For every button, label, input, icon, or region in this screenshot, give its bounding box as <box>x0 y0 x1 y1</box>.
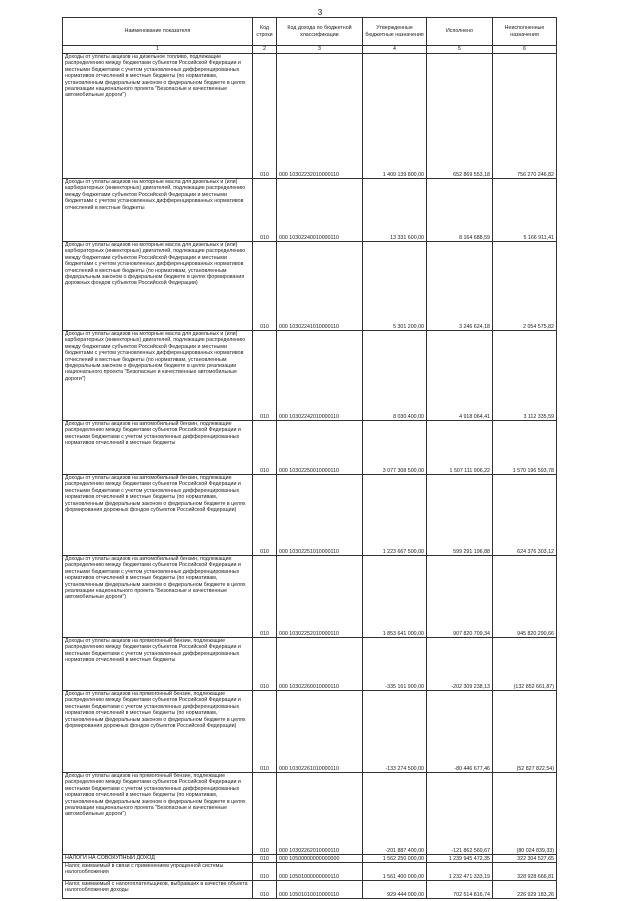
executed-amount: -80 446 677,46 <box>427 691 493 773</box>
header-income-code: Код дохода по бюджетной классификации <box>277 18 363 46</box>
income-code: 000 10302261010000110 <box>277 691 363 773</box>
row-code: 010 <box>253 691 277 773</box>
approved-amount: -335 161 900,00 <box>363 638 427 691</box>
table-row <box>63 773 557 855</box>
table-row <box>63 863 557 881</box>
row-code: 010 <box>253 855 277 863</box>
income-code: 000 10302260010000110 <box>277 638 363 691</box>
income-code: 000 10500000000000000 <box>277 855 363 863</box>
row-name: Налог, взимаемый в связи с применением упрощенной системы налогообложения <box>63 863 253 881</box>
approved-amount: 3 077 308 500,00 <box>363 421 427 475</box>
executed-amount: 1 239 945 472,35 <box>427 855 493 863</box>
header-executed: Исполнено <box>427 18 493 46</box>
unexecuted-amount: (80 024 839,33) <box>493 773 557 855</box>
row-code: 010 <box>253 54 277 179</box>
table-row <box>63 691 557 773</box>
table-row <box>63 179 557 242</box>
approved-amount: 1 223 667 500,00 <box>363 475 427 556</box>
row-code: 010 <box>253 556 277 638</box>
header-unexecuted: Неисполненные назначения <box>493 18 557 46</box>
column-number: 5 <box>427 46 493 54</box>
unexecuted-amount: 945 820 290,66 <box>493 556 557 638</box>
page-number: 3 <box>317 8 323 17</box>
table-row <box>63 556 557 638</box>
row-name: Доходы от уплаты акцизов на прямогонный бензин, подлежащие распределению между бюджетами субъектов Российской Федерации и местными бюджетами с учетом установленных дифференцированных нормативов отчислений в местные бюджеты (по нормативам, установленным федеральным законом о федеральном бюджете в целях формирования дорожных фондов субъектов Российской Федерации) <box>63 691 253 773</box>
income-code: 000 10302242010000110 <box>277 331 363 421</box>
unexecuted-amount: 3 112 335,59 <box>493 331 557 421</box>
approved-amount: 1 409 139 800,00 <box>363 54 427 179</box>
header-name: Наименование показателя <box>63 18 253 46</box>
row-name: Налог, взимаемый с налогоплательщиков, выбравших в качестве объекта налогообложения доходы <box>63 881 253 899</box>
approved-amount: 1 562 250 000,00 <box>363 855 427 863</box>
row-code: 010 <box>253 242 277 331</box>
executed-amount: -202 309 238,13 <box>427 638 493 691</box>
column-number: 6 <box>493 46 557 54</box>
row-name: Доходы от уплаты акцизов на дизельное топливо, подлежащие распределению между бюджетами субъектов Российской Федерации и местными бюджетами с учетом установленных дифференцированных нормативов отчислений в местные бюджеты (по нормативам, установленным федеральным законом о федеральном бюджете в целях реализации национального проекта "Безопасные и качественные автомобильные дороги") <box>63 54 253 179</box>
row-name: Доходы от уплаты акцизов на моторные масла для дизельных и (или) карбюраторных (инжекторных) двигателей, подлежащие распределению между бюджетами субъектов Российской Федерации и местными бюджетами с учетом установленных дифференцированных нормативов отчислений в местные бюджеты (по нормативам, установленным федеральным законом о федеральном бюджете в целях формирования дорожных фондов субъектов Российской Федерации) <box>63 242 253 331</box>
row-code: 010 <box>253 638 277 691</box>
income-code: 000 10501010010000110 <box>277 881 363 899</box>
approved-amount: 8 030 400,00 <box>363 331 427 421</box>
unexecuted-amount: 2 054 575,82 <box>493 242 557 331</box>
executed-amount: 1 507 111 906,22 <box>427 421 493 475</box>
row-code: 010 <box>253 331 277 421</box>
executed-amount: 8 164 688,59 <box>427 179 493 242</box>
executed-amount: -121 862 560,67 <box>427 773 493 855</box>
unexecuted-amount: 226 929 183,26 <box>493 881 557 899</box>
row-code: 010 <box>253 179 277 242</box>
row-code: 010 <box>253 475 277 556</box>
row-code: 010 <box>253 863 277 881</box>
row-name: НАЛОГИ НА СОВОКУПНЫЙ ДОХОД <box>63 855 253 863</box>
table-row <box>63 855 557 863</box>
unexecuted-amount: 322 304 527,65 <box>493 855 557 863</box>
table-row <box>63 638 557 691</box>
row-name: Доходы от уплаты акцизов на автомобильный бензин, подлежащие распределению между бюджетами субъектов Российской Федерации и местными бюджетами с учетом установленных дифференцированных нормативов отчислений в местные бюджеты (по нормативам, установленным федеральным законом о федеральном бюджете в целях реализации национального проекта "Безопасные и качественные автомобильные дороги") <box>63 556 253 638</box>
unexecuted-amount: 624 376 303,12 <box>493 475 557 556</box>
row-name: Доходы от уплаты акцизов на прямогонный бензин, подлежащие распределению между бюджетами субъектов Российской Федерации и местными бюджетами с учетом установленных дифференцированных нормативов отчислений в местные бюджеты (по нормативам, установленным федеральным законом о федеральном бюджете в целях реализации национального проекта "Безопасные и качественные автомобильные дороги") <box>63 773 253 855</box>
table-row <box>63 242 557 331</box>
income-code: 000 10302241010000110 <box>277 242 363 331</box>
table-row <box>63 881 557 899</box>
approved-amount: -201 887 400,00 <box>363 773 427 855</box>
approved-amount: 5 301 200,00 <box>363 242 427 331</box>
executed-amount: 907 820 709,34 <box>427 556 493 638</box>
table-header-row <box>63 18 557 46</box>
income-code: 000 10302262010000110 <box>277 773 363 855</box>
income-code: 000 10501000000000110 <box>277 863 363 881</box>
header-row-code: Код строки <box>253 18 277 46</box>
column-number: 1 <box>63 46 253 54</box>
unexecuted-amount: (132 852 661,87) <box>493 638 557 691</box>
unexecuted-amount: (52 827 822,54) <box>493 691 557 773</box>
table-row <box>63 475 557 556</box>
table-row <box>63 421 557 475</box>
executed-amount: 652 869 553,18 <box>427 54 493 179</box>
income-code: 000 10302251010000110 <box>277 475 363 556</box>
executed-amount: 4 918 064,41 <box>427 331 493 421</box>
income-code: 000 10302250010000110 <box>277 421 363 475</box>
income-code: 000 10302252010000110 <box>277 556 363 638</box>
row-code: 010 <box>253 773 277 855</box>
unexecuted-amount: 5 166 911,41 <box>493 179 557 242</box>
column-number: 3 <box>277 46 363 54</box>
executed-amount: 1 232 471 333,19 <box>427 863 493 881</box>
budget-execution-table <box>62 17 557 899</box>
row-name: Доходы от уплаты акцизов на автомобильный бензин, подлежащие распределению между бюджетами субъектов Российской Федерации и местными бюджетами с учетом установленных дифференцированных нормативов отчислений в местные бюджеты (по нормативам, установленным федеральным законом о федеральном бюджете в целях формирования дорожных фондов субъектов Российской Федерации) <box>63 475 253 556</box>
unexecuted-amount: 1 570 196 593,78 <box>493 421 557 475</box>
table-row <box>63 54 557 179</box>
row-name: Доходы от уплаты акцизов на автомобильный бензин, подлежащие распределению между бюджетами субъектов Российской Федерации и местными бюджетами с учетом установленных дифференцированных нормативов отчислений в местные бюджеты <box>63 421 253 475</box>
column-numbers-row <box>63 46 557 54</box>
income-code: 000 10302232010000110 <box>277 54 363 179</box>
income-code: 000 10302240010000110 <box>277 179 363 242</box>
executed-amount: 3 246 624,18 <box>427 242 493 331</box>
executed-amount: 599 291 196,88 <box>427 475 493 556</box>
row-name: Доходы от уплаты акцизов на прямогонный бензин, подлежащие распределению между бюджетами субъектов Российской Федерации и местными бюджетами с учетом установленных дифференцированных нормативов отчислений в местные бюджеты <box>63 638 253 691</box>
row-name: Доходы от уплаты акцизов на моторные масла для дизельных и (или) карбюраторных (инжекторных) двигателей, подлежащие распределению между бюджетами субъектов Российской Федерации и местными бюджетами с учетом установленных дифференцированных нормативов отчислений в местные бюджеты <box>63 179 253 242</box>
executed-amount: 702 514 816,74 <box>427 881 493 899</box>
approved-amount: -133 274 500,00 <box>363 691 427 773</box>
approved-amount: 1 853 641 000,00 <box>363 556 427 638</box>
column-number: 4 <box>363 46 427 54</box>
row-name: Доходы от уплаты акцизов на моторные масла для дизельных и (или) карбюраторных (инжекторных) двигателей, подлежащие распределению между бюджетами субъектов Российской Федерации и местными бюджетами с учетом установленных дифференцированных нормативов отчислений в местные бюджеты (по нормативам, установленным федеральным законом о федеральном бюджете в целях реализации национального проекта "Безопасные и качественные автомобильные дороги") <box>63 331 253 421</box>
unexecuted-amount: 328 928 666,81 <box>493 863 557 881</box>
header-approved: Утвержденные бюджетные назначения <box>363 18 427 46</box>
table-row <box>63 331 557 421</box>
approved-amount: 1 561 400 000,00 <box>363 863 427 881</box>
approved-amount: 13 331 600,00 <box>363 179 427 242</box>
row-code: 010 <box>253 421 277 475</box>
row-code: 010 <box>253 881 277 899</box>
unexecuted-amount: 756 270 246,82 <box>493 54 557 179</box>
approved-amount: 929 444 000,00 <box>363 881 427 899</box>
column-number: 2 <box>253 46 277 54</box>
